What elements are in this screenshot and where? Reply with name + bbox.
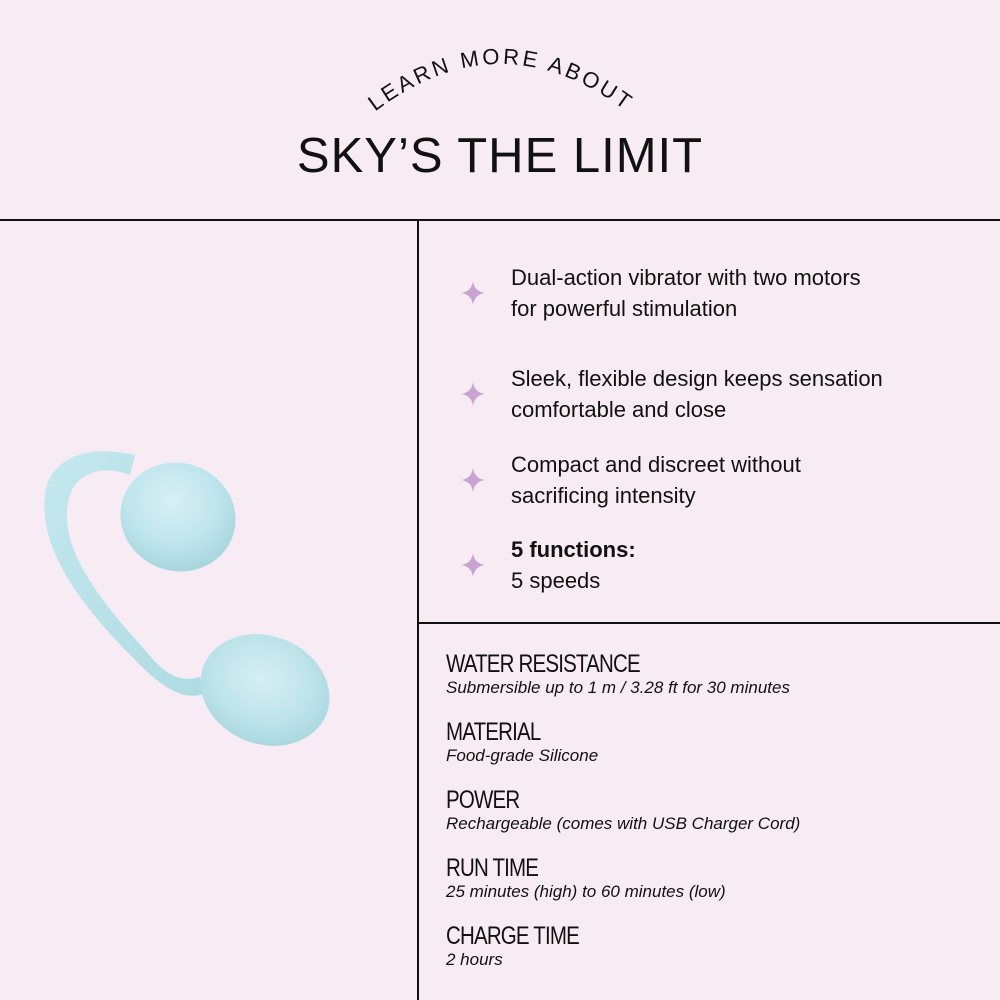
spec-label: CHARGE TIME xyxy=(446,922,579,950)
spec-label: RUN TIME xyxy=(446,854,539,882)
feature-item xyxy=(460,363,980,425)
divider-top xyxy=(0,219,1000,221)
feature-line-2: 5 speeds xyxy=(511,568,601,593)
feature-text xyxy=(511,449,801,511)
spec-charge-time xyxy=(446,922,608,970)
feature-line-2: comfortable and close xyxy=(511,397,727,422)
divider-vertical xyxy=(417,219,419,1000)
divider-middle xyxy=(417,622,1000,624)
spec-value: 2 hours xyxy=(446,950,503,969)
spec-material xyxy=(446,718,598,766)
sparkle-icon xyxy=(460,467,486,493)
feature-line-2: for powerful stimulation xyxy=(511,296,738,321)
feature-text xyxy=(511,262,861,324)
feature-item xyxy=(460,449,980,511)
sparkle-icon xyxy=(460,381,486,407)
feature-line-1: Compact and discreet without xyxy=(511,452,801,477)
feature-line-2: sacrificing intensity xyxy=(511,483,696,508)
page-title: SKY’S THE LIMIT xyxy=(296,129,704,183)
spec-power xyxy=(446,786,800,834)
spec-run-time xyxy=(446,854,726,902)
feature-text xyxy=(511,534,636,596)
spec-value: Rechargeable (comes with USB Charger Cord) xyxy=(446,814,801,833)
feature-item xyxy=(460,534,980,596)
sparkle-icon xyxy=(460,280,486,306)
eyebrow-arc-text xyxy=(0,0,1000,130)
eyebrow-text: LEARN MORE ABOUT xyxy=(363,43,639,116)
spec-value: Food-grade Silicone xyxy=(446,746,599,765)
spec-label: WATER RESISTANCE xyxy=(446,650,640,678)
feature-line-1: Dual-action vibrator with two motors xyxy=(511,265,861,290)
feature-line-1: 5 functions: xyxy=(511,537,636,562)
spec-label: POWER xyxy=(446,786,520,814)
feature-text xyxy=(511,363,883,425)
feature-line-1: Sleek, flexible design keeps sensation xyxy=(511,366,883,391)
spec-value: 25 minutes (high) to 60 minutes (low) xyxy=(446,882,726,901)
spec-value: Submersible up to 1 m / 3.28 ft for 30 minutes xyxy=(446,678,790,697)
sparkle-icon xyxy=(460,552,486,578)
product-image xyxy=(30,425,350,755)
spec-water-resistance xyxy=(446,650,790,698)
spec-label: MATERIAL xyxy=(446,718,541,746)
feature-item xyxy=(460,262,980,324)
